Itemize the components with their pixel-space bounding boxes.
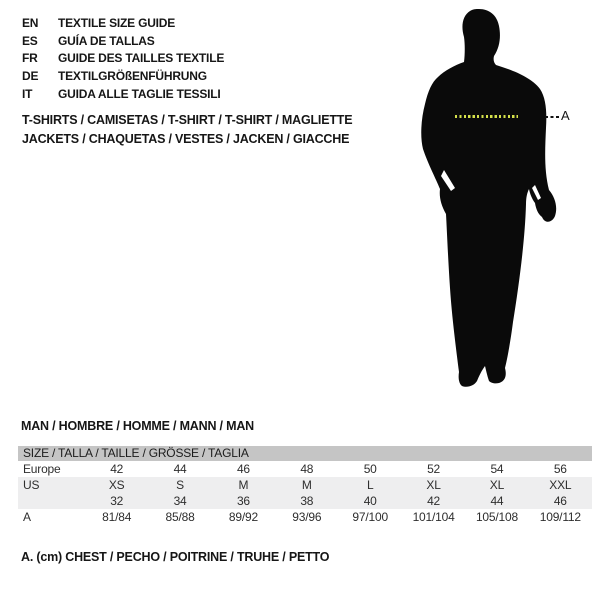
row-label — [18, 493, 85, 509]
language-name: TEXTILE SIZE GUIDE — [58, 16, 176, 30]
language-code: EN — [22, 16, 39, 30]
size-cell: 40 — [363, 494, 377, 508]
size-cell: 93/96 — [292, 510, 322, 524]
size-cell: 54 — [490, 462, 504, 476]
size-cell: 44 — [173, 462, 187, 476]
size-cell: M — [301, 478, 312, 492]
row-label: US — [23, 478, 40, 492]
language-code: IT — [22, 86, 33, 101]
section-title: MAN / HOMBRE / HOMME / MANN / MAN — [21, 419, 254, 433]
table-row-numeric — [18, 493, 592, 509]
language-code: DE — [22, 69, 39, 84]
size-cell: XXL — [549, 478, 572, 492]
size-cell: XL — [489, 478, 505, 492]
size-cell: 101/104 — [412, 510, 455, 524]
size-cell: 46 — [236, 462, 250, 476]
language-row — [22, 50, 224, 68]
row-label: A — [23, 510, 31, 524]
size-cell: M — [238, 478, 249, 492]
chest-measure-line — [455, 115, 518, 118]
size-cell: 85/88 — [165, 510, 195, 524]
table-row-chest — [18, 509, 592, 525]
language-list — [22, 15, 224, 103]
language-row — [22, 33, 224, 51]
size-table-header: SIZE / TALLA / TAILLE / GRÖSSE / TAGLIA — [18, 446, 592, 461]
size-cell: XL — [426, 478, 441, 492]
language-row — [22, 68, 224, 86]
size-cell: L — [366, 478, 374, 492]
category-list — [22, 111, 352, 149]
size-cell: 36 — [236, 494, 250, 508]
size-cell: 42 — [110, 462, 124, 476]
size-cell: 42 — [427, 494, 441, 508]
row-label: Europe — [23, 462, 61, 476]
size-table — [18, 446, 592, 525]
size-cell: 34 — [173, 494, 187, 508]
size-cell: S — [176, 478, 184, 492]
size-cell: 48 — [300, 462, 314, 476]
category-line: JACKETS / CHAQUETAS / VESTES / JACKEN / GIACCHE — [22, 132, 350, 146]
measure-callout-dashes — [545, 116, 559, 118]
language-name: GUÍA DE TALLAS — [58, 33, 155, 48]
size-cell: 38 — [300, 494, 314, 508]
language-code: ES — [22, 33, 38, 48]
size-cell: XS — [108, 478, 125, 492]
size-cell: 52 — [427, 462, 441, 476]
size-cell: 50 — [363, 462, 377, 476]
size-cell: 105/108 — [475, 510, 518, 524]
language-name: TEXTILGRÖßENFÜHRUNG — [58, 69, 207, 84]
table-row-europe — [18, 461, 592, 477]
size-cell: 46 — [553, 494, 567, 508]
language-name: GUIDA ALLE TAGLIE TESSILI — [58, 86, 221, 101]
man-silhouette — [405, 4, 575, 396]
language-row — [22, 86, 224, 104]
category-line: T-SHIRTS / CAMISETAS / T-SHIRT / T-SHIRT / MAGLIETTE — [22, 113, 353, 127]
size-cell: 109/112 — [539, 510, 581, 524]
language-code: FR — [22, 51, 38, 66]
size-cell: 56 — [553, 462, 567, 476]
size-cell: 97/100 — [352, 510, 388, 524]
measure-label-a: A — [561, 108, 570, 123]
size-cell: 44 — [490, 494, 504, 508]
size-cell: 81/84 — [102, 510, 132, 524]
size-cell: 32 — [110, 494, 124, 508]
language-row — [22, 15, 224, 33]
size-cell: 89/92 — [228, 510, 258, 524]
language-name: GUIDE DES TAILLES TEXTILE — [58, 51, 225, 66]
table-row-us — [18, 477, 592, 493]
footnote: A. (cm) CHEST / PECHO / POITRINE / TRUHE / PETTO — [21, 550, 330, 564]
